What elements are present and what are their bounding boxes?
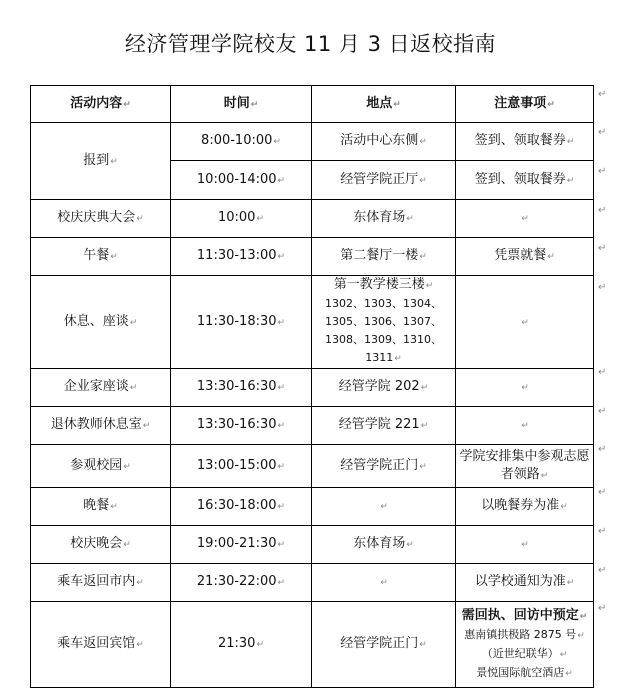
schedule-table [30,85,594,688]
activity-cell: 报到↵ [31,123,171,200]
table-row [31,526,594,564]
row-end-mark: ↵ [598,282,607,293]
row-end-mark: ↵ [598,603,607,614]
row-end-mark: ↵ [598,205,607,216]
notes-landmark: （近世纪联华）↵ [481,646,568,660]
time-cell: 16:30-18:00↵ [171,488,312,526]
time-cell: 13:00-15:00↵ [171,445,312,488]
time-cell: 10:00-14:00↵ [171,161,312,200]
place-cell: ↵ [312,564,456,602]
activity-cell: 午餐↵ [31,238,171,276]
header-activity: 活动内容↵ [31,86,171,123]
time-cell: 11:30-13:00↵ [171,238,312,276]
notes-cell: 凭票就餐↵ [456,238,594,276]
row-end-mark: ↵ [598,89,607,100]
row-end-mark: ↵ [598,166,607,177]
place-cell: 第二餐厅一楼↵ [312,238,456,276]
activity-cell: 校庆庆典大会↵ [31,200,171,238]
table-header-row [31,86,594,123]
activity-cell: 参观校园↵ [31,445,171,488]
activity-cell: 乘车返回市内↵ [31,564,171,602]
time-cell: 8:00-10:00↵ [171,123,312,161]
notes-cell: 以学校通知为准↵ [456,564,594,602]
activity-cell: 退休教师休息室↵ [31,407,171,445]
time-cell: 10:00↵ [171,200,312,238]
row-end-mark: ↵ [598,406,607,417]
page-title: 经济管理学院校友 11 月 3 日返校指南 [124,32,497,56]
place-cell: 经管学院 221↵ [312,407,456,445]
notes-cell: ↵ [456,276,594,369]
time-cell: 11:30-18:30↵ [171,276,312,369]
table-row [31,445,594,488]
notes-cell: 签到、领取餐券↵ [456,161,594,200]
header-notes: 注意事项↵ [456,86,594,123]
row-end-mark: ↵ [598,565,607,576]
place-rooms: 1302、1303、1304、1305、1306、1307、1308、1309、1310、1311↵ [325,297,442,364]
activity-cell: 企业家座谈↵ [31,369,171,407]
time-cell: 21:30-22:00↵ [171,564,312,602]
row-end-mark: ↵ [598,243,607,254]
notes-cell [456,602,594,688]
row-end-mark: ↵ [598,444,607,455]
place-building: 第一教学楼三楼↵ [333,277,434,292]
table-row [31,564,594,602]
place-cell: 经管学院正厅↵ [312,161,456,200]
table-row [31,276,594,369]
notes-cell: ↵ [456,369,594,407]
header-place: 地点↵ [312,86,456,123]
time-cell: 13:30-16:30↵ [171,369,312,407]
activity-cell: 晚餐↵ [31,488,171,526]
header-time: 时间↵ [171,86,312,123]
notes-address: 惠南镇拱极路 2875 号↵ [464,627,585,641]
place-cell: 东体育场↵ [312,526,456,564]
place-cell: 活动中心东侧↵ [312,123,456,161]
place-cell: 经管学院正门↵ [312,602,456,688]
activity-cell: 校庆晚会↵ [31,526,171,564]
place-cell: 经管学院正门↵ [312,445,456,488]
table-row [31,123,594,161]
row-end-mark: ↵ [598,526,607,537]
table-row [31,488,594,526]
notes-cell: 签到、领取餐券↵ [456,123,594,161]
activity-cell: 乘车返回宾馆↵ [31,602,171,688]
place-cell: ↵ [312,488,456,526]
row-end-mark: ↵ [598,367,607,378]
time-cell: 19:00-21:30↵ [171,526,312,564]
table-row [31,602,594,688]
notes-requirement: 需回执、回访中预定↵ [461,607,588,623]
notes-cell: 学院安排集中参观志愿者领路↵ [456,445,594,488]
place-cell: 经管学院 202↵ [312,369,456,407]
row-end-mark: ↵ [598,127,607,138]
table-row [31,200,594,238]
notes-cell: 以晚餐券为准↵ [456,488,594,526]
time-cell: 13:30-16:30↵ [171,407,312,445]
table-row [31,407,594,445]
table-row [31,238,594,276]
activity-cell: 休息、座谈↵ [31,276,171,369]
row-end-mark: ↵ [598,487,607,498]
notes-cell: ↵ [456,526,594,564]
notes-cell: ↵ [456,200,594,238]
place-cell [312,276,456,369]
notes-cell: ↵ [456,407,594,445]
notes-hotel: 景悦国际航空酒店↵ [476,665,573,679]
table-row [31,369,594,407]
place-cell: 东体育场↵ [312,200,456,238]
time-cell: 21:30↵ [171,602,312,688]
